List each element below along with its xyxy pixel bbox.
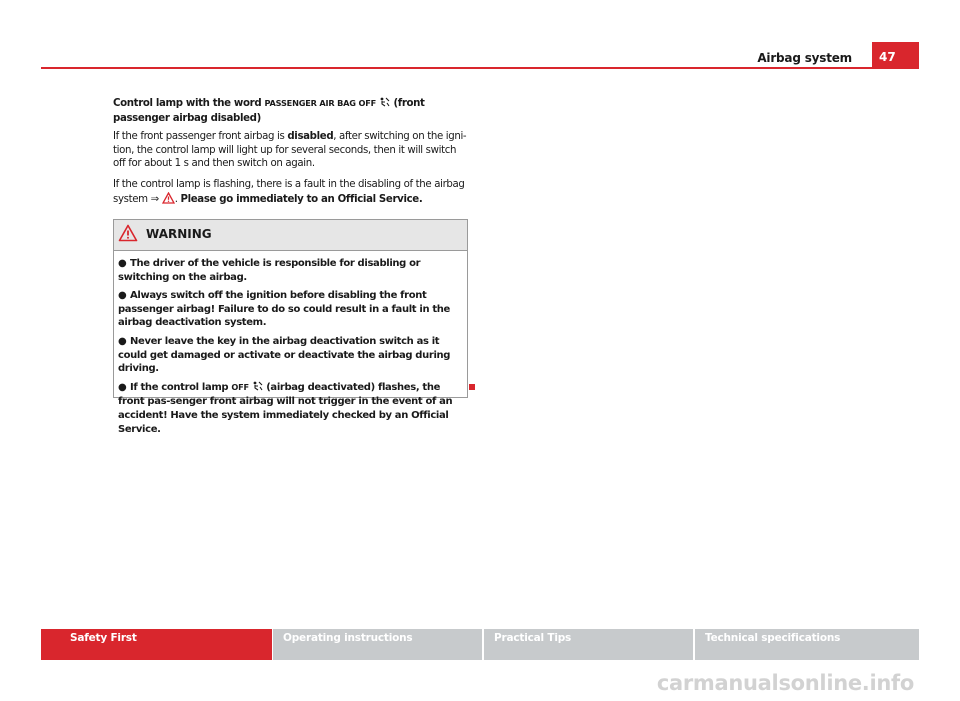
para1-before: If the front passenger front airbag is: [113, 131, 285, 143]
subheading-prefix: Control lamp with the word: [113, 98, 262, 109]
warning-item: [118, 289, 463, 330]
warning-item: [118, 381, 463, 436]
warning-item-text: Never leave the key in the airbag deactivation switch as it could get damaged or activate or deactivate the airbag during driving.: [118, 335, 451, 375]
bullet: ●: [118, 290, 127, 302]
warning-item: [118, 335, 463, 376]
header-rule: [41, 67, 919, 69]
paragraph-flashing: [113, 178, 469, 208]
airbag-off-icon: [379, 97, 390, 112]
watermark: carmanualsonline.info: [656, 671, 914, 695]
warning-title: WARNING: [146, 227, 212, 242]
tab-safety-first[interactable]: Safety First: [41, 629, 272, 660]
subheading: [113, 97, 469, 125]
bullet: ●: [118, 258, 127, 269]
warning-triangle-icon: [118, 224, 138, 247]
bullet: ●: [118, 335, 127, 347]
para1-after: , after switching on the igni-tion, the control lamp will light up for several seconds, then it will switch off for about 1 s and then switch on again.: [113, 131, 467, 170]
warning-item-text: The driver of the vehicle is responsible for disabling or switching on the airbag.: [118, 258, 421, 283]
tab-technical-specifications[interactable]: Technical specifications: [695, 629, 919, 660]
lamp-text: PASSENGER AIR BAG OFF: [264, 98, 377, 108]
para2-before: If the control lamp is flashing, there is a fault in the disabling of the airbag system ⇒: [113, 178, 465, 205]
lamp-text-off: OFF: [231, 381, 249, 392]
warning-list: [114, 251, 467, 436]
page-number: 47: [872, 42, 919, 68]
section-end-marker: [469, 384, 475, 390]
warning-header: [114, 220, 467, 251]
main-content: [113, 97, 469, 215]
airbag-off-icon: [252, 381, 263, 396]
bullet: ●: [118, 381, 127, 393]
para2-bold: Please go immediately to an Official Service.: [180, 193, 423, 205]
paragraph-disabled: [113, 130, 469, 171]
tab-operating-instructions[interactable]: Operating instructions: [273, 629, 482, 660]
section-title: Airbag system: [757, 51, 852, 65]
warning-item: [118, 257, 463, 284]
para1-bold: disabled: [287, 131, 334, 143]
warning-reference-icon[interactable]: [162, 192, 175, 209]
subheading-suffix: (front passenger airbag disabled): [113, 98, 425, 124]
warning-item-before: If the control lamp: [130, 381, 229, 393]
warning-item-after: (airbag deactivated) flashes, the front pas-senger front airbag will not trigger in the event of an accident! Have the system immediately checked by an Official Service.: [118, 381, 453, 435]
tab-practical-tips[interactable]: Practical Tips: [484, 629, 693, 660]
warning-box: [113, 219, 468, 435]
warning-item-text: Always switch off the ignition before disabling the front passenger airbag! Failure to do so could result in a fault in the airbag deactivation system.: [118, 290, 450, 329]
para2-after: .: [174, 193, 178, 205]
